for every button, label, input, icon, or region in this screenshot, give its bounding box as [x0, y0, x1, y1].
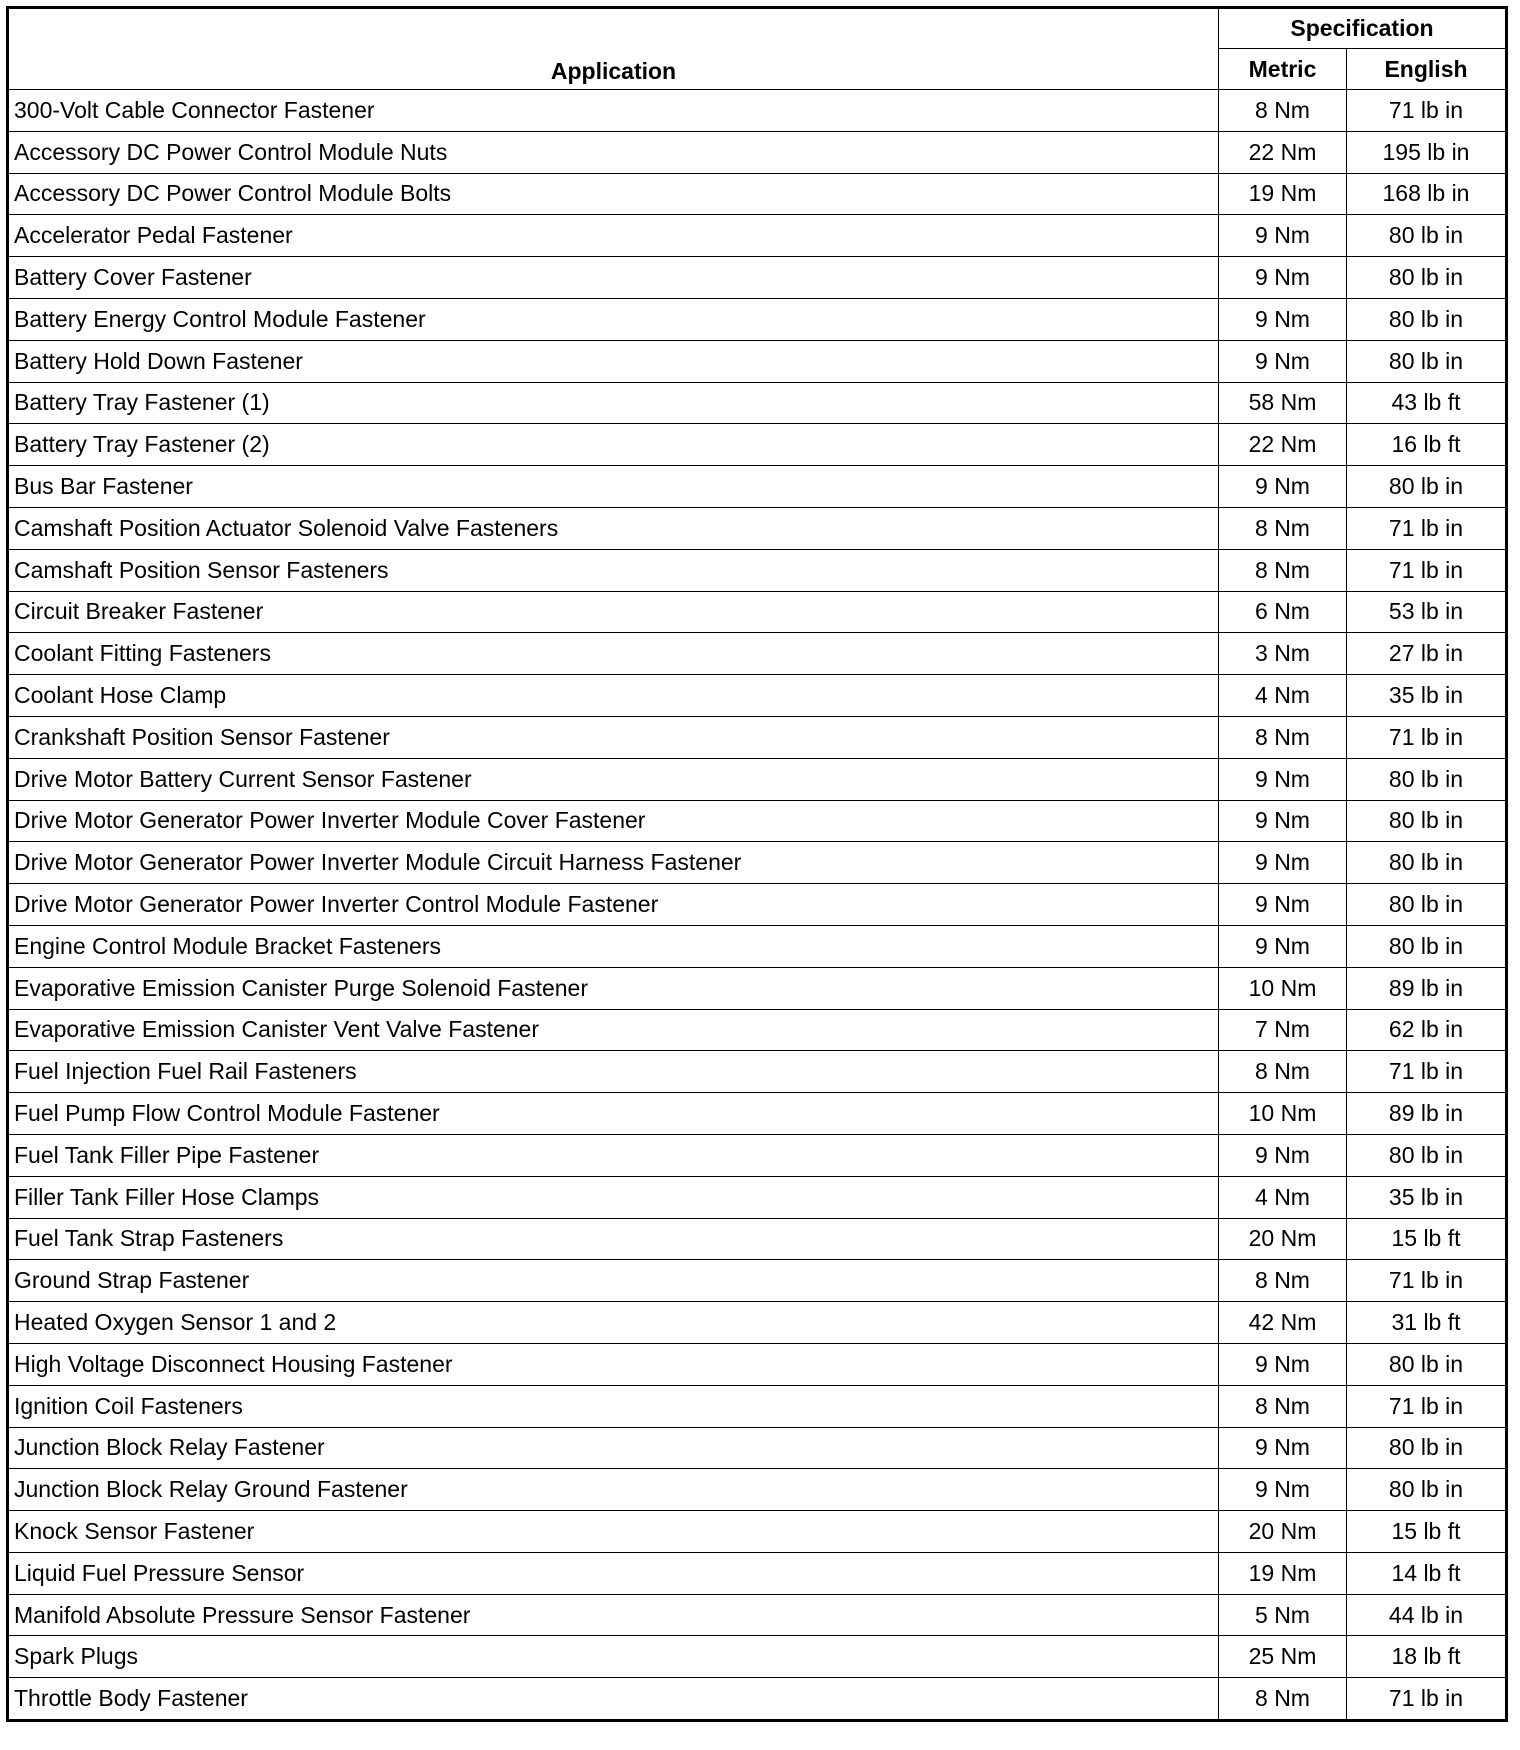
- metric-cell: 8 Nm: [1219, 1678, 1347, 1721]
- english-cell: 31 lb ft: [1347, 1302, 1507, 1344]
- header-application: Application: [8, 8, 1219, 90]
- metric-cell: 4 Nm: [1219, 675, 1347, 717]
- table-row: [8, 1134, 1507, 1176]
- application-cell: Knock Sensor Fastener: [8, 1511, 1219, 1553]
- metric-cell: 3 Nm: [1219, 633, 1347, 675]
- english-cell: 15 lb ft: [1347, 1218, 1507, 1260]
- metric-cell: 9 Nm: [1219, 1343, 1347, 1385]
- application-cell: Spark Plugs: [8, 1636, 1219, 1678]
- application-cell: Fuel Tank Filler Pipe Fastener: [8, 1134, 1219, 1176]
- metric-cell: 9 Nm: [1219, 1469, 1347, 1511]
- application-cell: Evaporative Emission Canister Purge Solenoid Fastener: [8, 967, 1219, 1009]
- english-cell: 71 lb in: [1347, 1260, 1507, 1302]
- application-cell: Drive Motor Generator Power Inverter Control Module Fastener: [8, 884, 1219, 926]
- application-cell: Crankshaft Position Sensor Fastener: [8, 716, 1219, 758]
- application-cell: Heated Oxygen Sensor 1 and 2: [8, 1302, 1219, 1344]
- table-row: [8, 967, 1507, 1009]
- table-row: [8, 675, 1507, 717]
- metric-cell: 4 Nm: [1219, 1176, 1347, 1218]
- table-row: [8, 1093, 1507, 1135]
- table-row: [8, 1176, 1507, 1218]
- english-cell: 53 lb in: [1347, 591, 1507, 633]
- application-cell: 300-Volt Cable Connector Fastener: [8, 90, 1219, 132]
- english-cell: 80 lb in: [1347, 842, 1507, 884]
- metric-cell: 8 Nm: [1219, 549, 1347, 591]
- application-cell: Camshaft Position Sensor Fasteners: [8, 549, 1219, 591]
- table-row: [8, 1511, 1507, 1553]
- english-cell: 80 lb in: [1347, 298, 1507, 340]
- application-cell: Fuel Injection Fuel Rail Fasteners: [8, 1051, 1219, 1093]
- english-cell: 80 lb in: [1347, 1427, 1507, 1469]
- table-row: [8, 1260, 1507, 1302]
- header-specification: Specification: [1219, 8, 1507, 49]
- english-cell: 80 lb in: [1347, 466, 1507, 508]
- application-cell: Ignition Coil Fasteners: [8, 1385, 1219, 1427]
- table-row: [8, 800, 1507, 842]
- english-cell: 80 lb in: [1347, 340, 1507, 382]
- english-cell: 35 lb in: [1347, 1176, 1507, 1218]
- table-row: [8, 173, 1507, 215]
- application-cell: Coolant Hose Clamp: [8, 675, 1219, 717]
- metric-cell: 9 Nm: [1219, 466, 1347, 508]
- table-row: [8, 1051, 1507, 1093]
- english-cell: 14 lb ft: [1347, 1552, 1507, 1594]
- application-cell: Manifold Absolute Pressure Sensor Fastener: [8, 1594, 1219, 1636]
- table-row: [8, 1343, 1507, 1385]
- metric-cell: 10 Nm: [1219, 967, 1347, 1009]
- table-row: [8, 466, 1507, 508]
- metric-cell: 8 Nm: [1219, 90, 1347, 132]
- metric-cell: 7 Nm: [1219, 1009, 1347, 1051]
- metric-cell: 9 Nm: [1219, 1427, 1347, 1469]
- english-cell: 80 lb in: [1347, 1469, 1507, 1511]
- english-cell: 89 lb in: [1347, 1093, 1507, 1135]
- application-cell: Battery Tray Fastener (1): [8, 382, 1219, 424]
- table-row: [8, 131, 1507, 173]
- application-cell: Fuel Pump Flow Control Module Fastener: [8, 1093, 1219, 1135]
- english-cell: 80 lb in: [1347, 1343, 1507, 1385]
- english-cell: 80 lb in: [1347, 884, 1507, 926]
- table-row: [8, 1678, 1507, 1721]
- application-cell: Junction Block Relay Ground Fastener: [8, 1469, 1219, 1511]
- table-row: [8, 925, 1507, 967]
- metric-cell: 8 Nm: [1219, 716, 1347, 758]
- metric-cell: 19 Nm: [1219, 173, 1347, 215]
- metric-cell: 9 Nm: [1219, 340, 1347, 382]
- application-cell: Accessory DC Power Control Module Bolts: [8, 173, 1219, 215]
- table-row: [8, 591, 1507, 633]
- application-cell: Fuel Tank Strap Fasteners: [8, 1218, 1219, 1260]
- application-cell: Battery Energy Control Module Fastener: [8, 298, 1219, 340]
- metric-cell: 19 Nm: [1219, 1552, 1347, 1594]
- english-cell: 71 lb in: [1347, 1051, 1507, 1093]
- english-cell: 80 lb in: [1347, 800, 1507, 842]
- english-cell: 43 lb ft: [1347, 382, 1507, 424]
- application-cell: Engine Control Module Bracket Fasteners: [8, 925, 1219, 967]
- table-row: [8, 382, 1507, 424]
- application-cell: High Voltage Disconnect Housing Fastener: [8, 1343, 1219, 1385]
- metric-cell: 8 Nm: [1219, 1051, 1347, 1093]
- application-cell: Junction Block Relay Fastener: [8, 1427, 1219, 1469]
- english-cell: 16 lb ft: [1347, 424, 1507, 466]
- english-cell: 80 lb in: [1347, 257, 1507, 299]
- metric-cell: 20 Nm: [1219, 1218, 1347, 1260]
- metric-cell: 58 Nm: [1219, 382, 1347, 424]
- metric-cell: 6 Nm: [1219, 591, 1347, 633]
- english-cell: 71 lb in: [1347, 1678, 1507, 1721]
- application-cell: Drive Motor Generator Power Inverter Module Cover Fastener: [8, 800, 1219, 842]
- metric-cell: 22 Nm: [1219, 131, 1347, 173]
- metric-cell: 9 Nm: [1219, 257, 1347, 299]
- table-row: [8, 758, 1507, 800]
- table-row: [8, 1552, 1507, 1594]
- table-row: [8, 257, 1507, 299]
- metric-cell: 22 Nm: [1219, 424, 1347, 466]
- application-cell: Filler Tank Filler Hose Clamps: [8, 1176, 1219, 1218]
- english-cell: 35 lb in: [1347, 675, 1507, 717]
- table-row: [8, 90, 1507, 132]
- metric-cell: 5 Nm: [1219, 1594, 1347, 1636]
- table-row: [8, 1636, 1507, 1678]
- metric-cell: 9 Nm: [1219, 758, 1347, 800]
- torque-spec-table: [6, 6, 1508, 1722]
- english-cell: 62 lb in: [1347, 1009, 1507, 1051]
- table-row: [8, 633, 1507, 675]
- english-cell: 71 lb in: [1347, 90, 1507, 132]
- application-cell: Ground Strap Fastener: [8, 1260, 1219, 1302]
- english-cell: 80 lb in: [1347, 1134, 1507, 1176]
- english-cell: 27 lb in: [1347, 633, 1507, 675]
- table-row: [8, 1469, 1507, 1511]
- application-cell: Throttle Body Fastener: [8, 1678, 1219, 1721]
- table-row: [8, 215, 1507, 257]
- application-cell: Evaporative Emission Canister Vent Valve Fastener: [8, 1009, 1219, 1051]
- application-cell: Camshaft Position Actuator Solenoid Valve Fasteners: [8, 507, 1219, 549]
- table-row: [8, 340, 1507, 382]
- table-row: [8, 1594, 1507, 1636]
- metric-cell: 9 Nm: [1219, 215, 1347, 257]
- english-cell: 80 lb in: [1347, 215, 1507, 257]
- application-cell: Battery Tray Fastener (2): [8, 424, 1219, 466]
- table-row: [8, 884, 1507, 926]
- english-cell: 80 lb in: [1347, 925, 1507, 967]
- english-cell: 18 lb ft: [1347, 1636, 1507, 1678]
- application-cell: Circuit Breaker Fastener: [8, 591, 1219, 633]
- application-cell: Battery Hold Down Fastener: [8, 340, 1219, 382]
- english-cell: 80 lb in: [1347, 758, 1507, 800]
- application-cell: Accessory DC Power Control Module Nuts: [8, 131, 1219, 173]
- table-row: [8, 1427, 1507, 1469]
- application-cell: Drive Motor Battery Current Sensor Fastener: [8, 758, 1219, 800]
- application-cell: Bus Bar Fastener: [8, 466, 1219, 508]
- table-row: [8, 1385, 1507, 1427]
- header-metric: Metric: [1219, 49, 1347, 90]
- metric-cell: 10 Nm: [1219, 1093, 1347, 1135]
- table-row: [8, 1218, 1507, 1260]
- english-cell: 195 lb in: [1347, 131, 1507, 173]
- english-cell: 15 lb ft: [1347, 1511, 1507, 1553]
- metric-cell: 9 Nm: [1219, 298, 1347, 340]
- table-row: [8, 716, 1507, 758]
- metric-cell: 20 Nm: [1219, 1511, 1347, 1553]
- metric-cell: 9 Nm: [1219, 925, 1347, 967]
- table-row: [8, 842, 1507, 884]
- table-row: [8, 298, 1507, 340]
- english-cell: 71 lb in: [1347, 507, 1507, 549]
- metric-cell: 9 Nm: [1219, 800, 1347, 842]
- metric-cell: 25 Nm: [1219, 1636, 1347, 1678]
- table-row: [8, 549, 1507, 591]
- header-english: English: [1347, 49, 1507, 90]
- english-cell: 168 lb in: [1347, 173, 1507, 215]
- english-cell: 71 lb in: [1347, 716, 1507, 758]
- table-row: [8, 424, 1507, 466]
- application-cell: Accelerator Pedal Fastener: [8, 215, 1219, 257]
- english-cell: 71 lb in: [1347, 1385, 1507, 1427]
- english-cell: 44 lb in: [1347, 1594, 1507, 1636]
- metric-cell: 9 Nm: [1219, 842, 1347, 884]
- table-row: [8, 1302, 1507, 1344]
- application-cell: Battery Cover Fastener: [8, 257, 1219, 299]
- application-cell: Drive Motor Generator Power Inverter Module Circuit Harness Fastener: [8, 842, 1219, 884]
- metric-cell: 42 Nm: [1219, 1302, 1347, 1344]
- table-row: [8, 507, 1507, 549]
- metric-cell: 8 Nm: [1219, 507, 1347, 549]
- application-cell: Coolant Fitting Fasteners: [8, 633, 1219, 675]
- table-row: [8, 1009, 1507, 1051]
- metric-cell: 8 Nm: [1219, 1385, 1347, 1427]
- english-cell: 71 lb in: [1347, 549, 1507, 591]
- application-cell: Liquid Fuel Pressure Sensor: [8, 1552, 1219, 1594]
- metric-cell: 9 Nm: [1219, 1134, 1347, 1176]
- metric-cell: 9 Nm: [1219, 884, 1347, 926]
- english-cell: 89 lb in: [1347, 967, 1507, 1009]
- metric-cell: 8 Nm: [1219, 1260, 1347, 1302]
